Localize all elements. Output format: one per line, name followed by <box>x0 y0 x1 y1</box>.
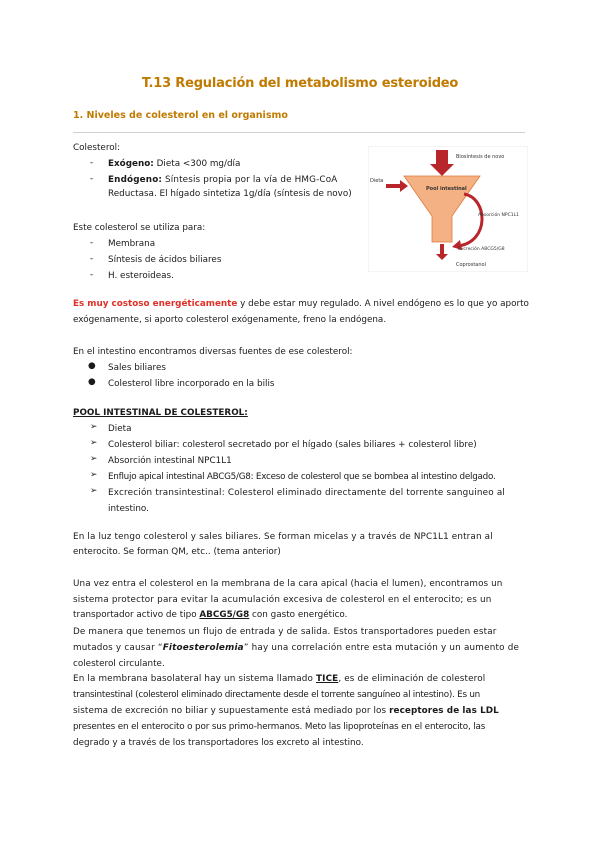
uso-item: H. esteroideas. <box>108 271 174 281</box>
pool-item: Enflujo apical intestinal ABCG5/G8: Exceso de colesterol que se bombea al intestino delgado. <box>108 472 496 482</box>
dash-bullet: - <box>90 238 94 248</box>
exogeno-text: Dieta <300 mg/día <box>156 159 241 169</box>
colesterol-intro: Colesterol: <box>73 143 121 153</box>
text-span: mutados y causar “ <box>73 643 163 653</box>
dot-bullet: ● <box>88 361 96 371</box>
diagram-label-center: Pool intestinal <box>426 186 467 192</box>
dash-bullet: - <box>90 174 94 184</box>
exogeno-label: Exógeno: <box>108 159 154 169</box>
uso-item: Membrana <box>108 239 156 249</box>
costoso-line1 <box>73 298 529 310</box>
luz-line1: En la luz tengo colesterol y sales biliares. Se forman micelas y a través de NPC1L1 entran al <box>73 532 493 542</box>
diagram-label-left: Dieta <box>370 178 384 184</box>
luz-line2: enterocito. Se forman QM, etc.. (tema anterior) <box>73 547 281 557</box>
para1-line: De manera que tenemos un flujo de entrada y de salida. Estos transportadores pueden estar <box>73 627 497 637</box>
cholesterol-pool-diagram <box>368 146 528 272</box>
arrow-bullet-icon: ➢ <box>90 438 98 448</box>
arrow-bullet-icon: ➢ <box>90 486 98 496</box>
para1-line: presentes en el enterocito o por sus primo-hermanos. Meto las lipoproteínas en el enterocito, las <box>73 722 486 732</box>
arrow-bullet-icon: ➢ <box>90 422 98 432</box>
diagram-label-right: Absorción NPC1L1 <box>478 213 519 218</box>
dash-bullet: - <box>90 158 94 168</box>
para1-line: Una vez entra el colesterol en la membrana de la cara apical (hacia el lumen), encontramos un <box>73 579 503 589</box>
endogeno-line <box>108 174 337 186</box>
divider <box>73 132 525 133</box>
page-title: T.13 Regulación del metabolismo esteroideo <box>141 76 459 91</box>
para1-line <box>73 642 519 654</box>
text-span: sistema de excreción no biliar y supuestamente está mediado por los <box>73 706 390 716</box>
diagram-label-bottom-right: Excreción ABCG5/G8 <box>458 247 505 252</box>
intestino-intro: En el intestino encontramos diversas fuentes de ese colesterol: <box>73 347 353 357</box>
pool-item: Absorción intestinal NPC1L1 <box>108 456 232 466</box>
pool-heading: POOL INTESTINAL DE COLESTEROL: <box>73 408 248 418</box>
uso-intro: Este colesterol se utiliza para: <box>73 223 206 233</box>
text-span: , es de eliminación de colesterol <box>338 674 486 684</box>
ldl-receptors-term: receptores de las LDL <box>389 706 499 716</box>
para1-line <box>73 609 347 621</box>
tice-term: TICE <box>316 674 339 684</box>
pool-item: Excreción transintestinal: Colesterol eliminado directamente del torrente sanguineo al <box>108 488 506 498</box>
text-span: transportador activo de tipo <box>73 610 200 620</box>
costoso-highlight: Es muy costoso energéticamente <box>73 299 238 309</box>
para1-line: degrado y a través de los transportadores los excreto al intestino. <box>73 738 364 748</box>
diagram-label-top: Biosíntesis de novo <box>456 154 505 160</box>
endogeno-label: Endógeno: <box>108 175 163 185</box>
text-span: con gasto energético. <box>249 610 348 620</box>
pool-item: Colesterol biliar: colesterol secretado por el hígado (sales biliares + colesterol libre) <box>108 440 477 450</box>
abcg5-term: ABCG5/G8 <box>199 610 250 620</box>
intestino-item: Colesterol libre incorporado en la bilis <box>108 379 275 389</box>
text-span: En la membrana basolateral hay un sistema llamado <box>73 674 316 684</box>
text-span: ” hay una correlación entre esta mutación y un aumento de <box>243 643 520 653</box>
endogeno-text1: Síntesis propia por la vía de HMG-CoA <box>165 175 338 185</box>
para1-line <box>73 705 499 717</box>
dash-bullet: - <box>90 270 94 280</box>
dash-bullet: - <box>90 254 94 264</box>
para1-line: transintestinal (colesterol eliminado directamente desde el torrente sanguíneo al intestino). Es un <box>73 690 480 700</box>
para1-line: colesterol circulante. <box>73 659 165 669</box>
diagram-label-bottom: Coprostanol <box>456 262 486 268</box>
intestino-item: Sales biliares <box>108 363 166 373</box>
section-heading: 1. Niveles de colesterol en el organismo <box>73 110 288 121</box>
exogeno-line <box>108 158 240 170</box>
costoso-rest: y debe estar muy regulado. A nivel endógeno es lo que yo aporto <box>237 299 529 309</box>
fitoesterolemia-term: Fitoesterolemia <box>162 643 244 653</box>
arrow-bullet-icon: ➢ <box>90 470 98 480</box>
para1-line: sistema protector para evitar la acumulación excesiva de colesterol en el enterocito; es un <box>73 595 492 605</box>
para1-line <box>73 673 485 685</box>
pool-item-cont: intestino. <box>108 504 149 514</box>
uso-item: Síntesis de ácidos biliares <box>108 255 222 265</box>
costoso-line2: exógenamente, si aporto colesterol exógenamente, freno la endógena. <box>73 315 387 325</box>
arrow-bullet-icon: ➢ <box>90 454 98 464</box>
endogeno-text2: Reductasa. El hígado sintetiza 1g/día (síntesis de novo) <box>108 189 352 199</box>
pool-item: Dieta <box>108 424 132 434</box>
dot-bullet: ● <box>88 377 96 387</box>
